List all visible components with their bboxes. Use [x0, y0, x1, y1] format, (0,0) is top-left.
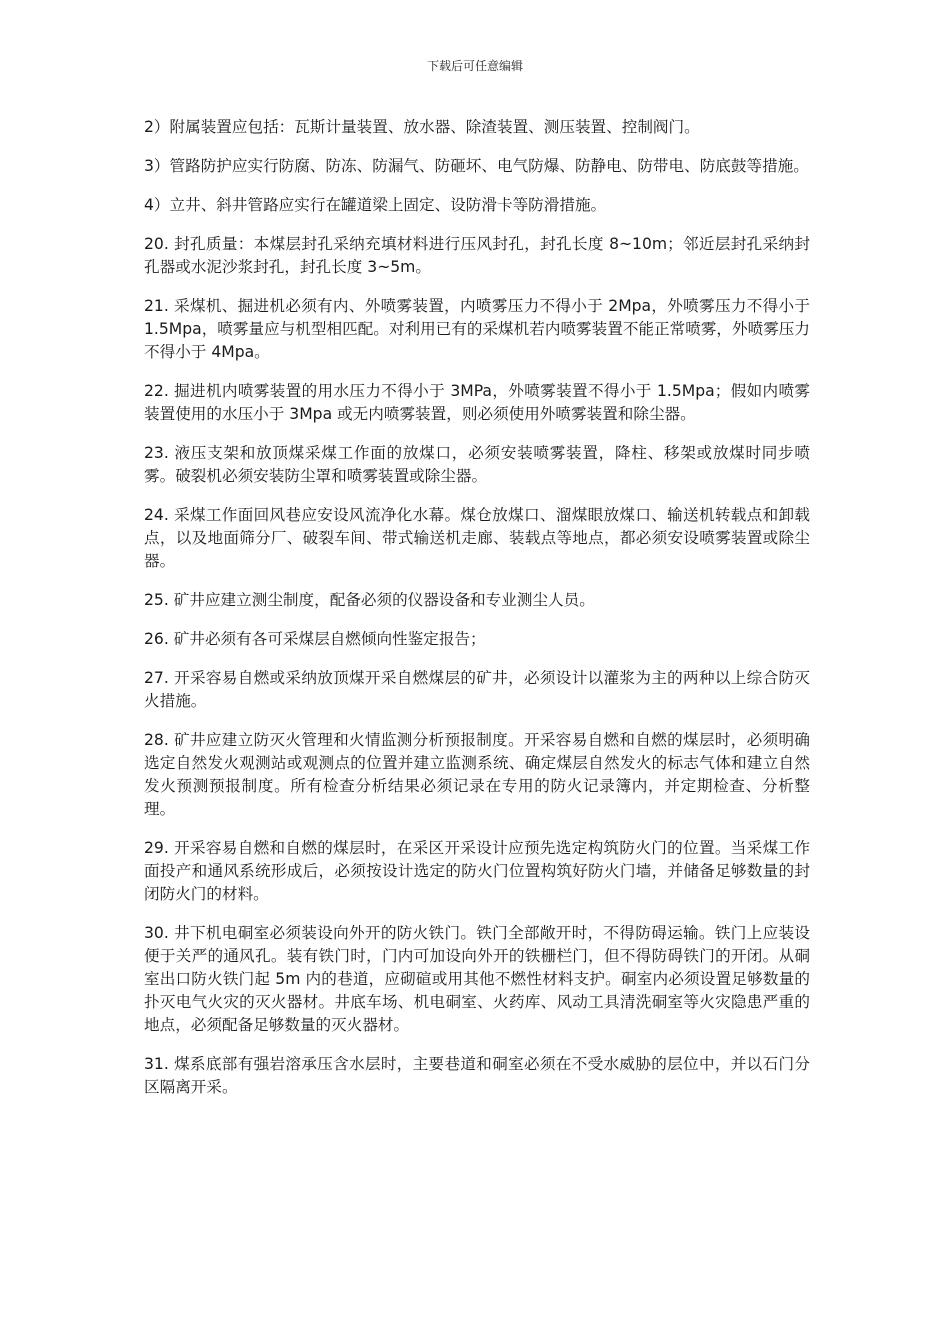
- page-header-note: 下载后可任意编辑: [426, 59, 523, 73]
- paragraph-20: 20. 封孔质量：本煤层封孔采纳充填材料进行压风封孔，封孔长度 8~10m；邻近层封孔采纳封孔器或水泥沙浆封孔，封孔长度 3~5m。: [144, 235, 810, 276]
- paragraph-item-3: 3）管路防护应实行防腐、防冻、防漏气、防砸坏、电气防爆、防静电、防带电、防底鼓等措施。: [144, 157, 809, 175]
- document-body: [144, 116, 810, 1115]
- paragraph-22: 22. 掘进机内喷雾装置的用水压力不得小于 3MPa，外喷雾装置不得小于 1.5Mpa；假如内喷雾装置使用的水压小于 3Mpa 或无内喷雾装置，则必须使用外喷雾装置和除尘器。: [144, 382, 810, 423]
- paragraph-26: 26. 矿井必须有各可采煤层自燃倾向性鉴定报告；: [144, 630, 486, 648]
- paragraph-21: 21. 采煤机、掘进机必须有内、外喷雾装置，内喷雾压力不得小于 2Mpa，外喷雾压力不得小于 1.5Mpa，喷雾量应与机型相匹配。对利用已有的采煤机若内喷雾装置不能正常喷雾，外喷雾压力不得小于 4Mpa。: [144, 297, 810, 361]
- paragraph-31: 31. 煤系底部有强岩溶承压含水层时，主要巷道和硐室必须在不受水威胁的层位中，并以石门分区隔离开采。: [144, 1055, 810, 1096]
- paragraph-25: 25. 矿井应建立测尘制度，配备必须的仪器设备和专业测尘人员。: [144, 591, 595, 609]
- paragraph-item-4: 4）立井、斜井管路应实行在罐道梁上固定、设防滑卡等防滑措施。: [144, 196, 607, 214]
- paragraph-28: 28. 矿井应建立防灭火管理和火情监测分析预报制度。开采容易自燃和自燃的煤层时，必须明确选定自然发火观测站或观测点的位置并建立监测系统、确定煤层自然发火的标志气体和建立自然发火预测预报制度。所有检查分析结果必须记录在专用的防火记录簿内，并定期检查、分析整理。: [144, 731, 810, 818]
- paragraph-23: 23. 液压支架和放顶煤采煤工作面的放煤口，必须安装喷雾装置，降柱、移架或放煤时同步喷雾。破裂机必须安装防尘罩和喷雾装置或除尘器。: [144, 444, 810, 485]
- paragraph-24: 24. 采煤工作面回风巷应安设风流净化水幕。煤仓放煤口、溜煤眼放煤口、输送机转载点和卸载点，以及地面筛分厂、破裂车间、带式输送机走廊、装载点等地点，都必须安设喷雾装置或除尘器。: [144, 506, 810, 570]
- paragraph-30: 30. 井下机电硐室必须装设向外开的防火铁门。铁门全部敞开时，不得防碍运输。铁门上应装设便于关严的通风孔。装有铁门时，门内可加设向外开的铁栅栏门，但不得防碍铁门的开闭。从硐室出口防火铁门起 5m 内的巷道，应砌碹或用其他不燃性材料支护。硐室内必须设置足够数量的扑灭电气火灾的灭火器材。井底车场、机电硐室、火药库、风动工具清洗硐室等火灾隐患严重的地点，必须配备足够数量的灭火器材。: [144, 924, 810, 1034]
- paragraph-29: 29. 开采容易自燃和自燃的煤层时，在采区开采设计应预先选定构筑防火门的位置。当采煤工作面投产和通风系统形成后，必须按设计选定的防火门位置构筑好防火门墙，并储备足够数量的封闭防火门的材料。: [144, 839, 810, 903]
- paragraph-27: 27. 开采容易自燃或采纳放顶煤开采自燃煤层的矿井，必须设计以灌浆为主的两种以上综合防灭火措施。: [144, 669, 810, 710]
- paragraph-item-2: 2）附属装置应包括：瓦斯计量装置、放水器、除渣装置、测压装置、控制阀门。: [144, 118, 700, 136]
